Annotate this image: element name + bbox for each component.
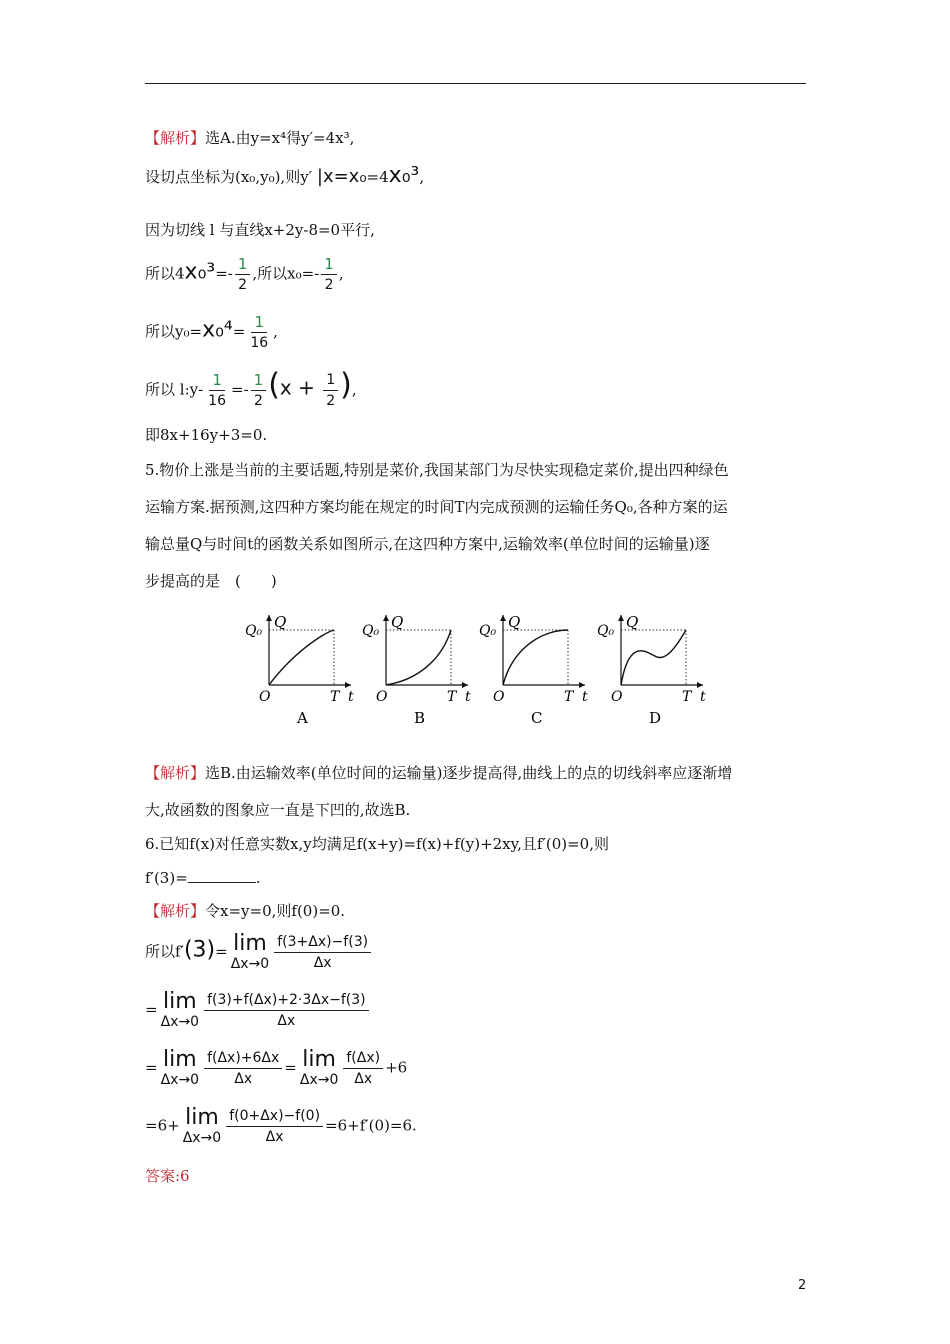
answer-line xyxy=(145,1166,190,1186)
q5-text-3: 输总量Q与时间t的函数关系如图所示,在这四种方案中,运输效率(单位时间的运输量)逐 xyxy=(145,535,710,553)
q6-text-2b: . xyxy=(255,869,261,887)
q-label: Q xyxy=(391,613,404,631)
p4-line-7 xyxy=(145,425,267,445)
x-plus: x + xyxy=(279,375,322,400)
graph-A xyxy=(245,613,354,727)
p4-text-2c: =4 xyxy=(366,168,389,186)
p4-text-6b: =- xyxy=(231,380,249,399)
q6-eq-3: = xyxy=(145,1058,158,1077)
p4-text-2e: , xyxy=(419,168,425,186)
p4-text-7: 即8x+16y+3=0. xyxy=(145,426,268,444)
page-number: 2 xyxy=(798,1278,807,1293)
q6-eq-5: =6+ xyxy=(145,1116,180,1135)
fraction-lim-1: $\frac{f(3+\Delta x)-f(3)}{\Delta x}$ xyxy=(274,932,371,973)
lim-1: lim Δx→0 xyxy=(230,930,270,972)
paren-open: ( xyxy=(268,367,280,403)
origin-label: O xyxy=(259,689,271,705)
t-label: t xyxy=(465,689,471,705)
fraction-lim-5: $\frac{f(0+\Delta x)-f(0)}{\Delta x}$ xyxy=(226,1106,323,1147)
curve xyxy=(386,630,451,685)
q5-answer-2: 大,故函数的图象应一直是下凹的,故选B. xyxy=(145,801,411,819)
p4-text-4e: , xyxy=(338,264,344,283)
p4-line-5 xyxy=(145,312,278,353)
x-arrow xyxy=(579,682,585,688)
q0-label: Q₀ xyxy=(597,623,615,639)
x-arrow xyxy=(697,682,703,688)
fraction-sixteenth-2: $\frac{1}{16}$ xyxy=(208,371,226,409)
q6-text-a2a: 所以f′ xyxy=(145,942,184,961)
p4-text-1: 选A.由y=x⁴得y′=4x³, xyxy=(205,129,355,147)
p4-line-2 xyxy=(145,163,425,188)
p4-line-3 xyxy=(145,220,375,240)
x-arrow xyxy=(345,682,351,688)
q5-answer-1: 选B.由运输效率(单位时间的运输量)逐步提高得,曲线上的点的切线斜率应逐渐增 xyxy=(205,764,733,782)
q5-line-1 xyxy=(145,460,729,480)
p4-text-3: 因为切线 l 与直线x+2y-8=0平行, xyxy=(145,221,375,239)
q-label: Q xyxy=(626,613,639,631)
t-cap-label: T xyxy=(564,689,574,705)
t-label: t xyxy=(348,689,354,705)
p4-line-6 xyxy=(145,367,357,411)
p4-line-4 xyxy=(145,254,344,295)
graph-C xyxy=(479,613,588,727)
p4-text-4d: ,所以x₀=- xyxy=(252,264,320,283)
answer-blank xyxy=(188,868,256,883)
option-label: B xyxy=(414,709,426,727)
graph-B xyxy=(362,613,471,727)
p4-text-4c: =- xyxy=(215,264,233,283)
paren-close: ) xyxy=(340,367,352,403)
x0-cubed-2: x₀³ xyxy=(184,259,216,285)
y-arrow xyxy=(618,615,624,621)
option-label: D xyxy=(649,709,662,727)
q6-line-1 xyxy=(145,834,609,854)
t-label: t xyxy=(700,689,706,705)
fraction-half: $\frac{1}{2}$ xyxy=(235,254,251,295)
q5-answer-line-2 xyxy=(145,800,410,820)
q6-answer-line-3 xyxy=(145,990,371,1031)
answer-text: 答案:6 xyxy=(145,1167,190,1185)
q6-eq-4: = xyxy=(284,1058,297,1077)
q0-label: Q₀ xyxy=(479,623,497,639)
q6-answer-line-1 xyxy=(145,901,345,921)
header-rule xyxy=(145,83,806,84)
q6-text-1: 6.已知f(x)对任意实数x,y均满足f(x+y)=f(x)+f(y)+2xy,且f′(0)=0,则 xyxy=(145,835,609,853)
y-arrow xyxy=(500,615,506,621)
p4-text-6a: 所以 l:y- xyxy=(145,380,204,399)
origin-label: O xyxy=(611,689,623,705)
fraction-half-3: $\frac{1}{2}$ xyxy=(251,370,267,411)
p4-text-4a: 所以4 xyxy=(145,264,185,283)
x-arrow xyxy=(462,682,468,688)
q6-answer-1: 令x=y=0,则f(0)=0. xyxy=(205,902,346,920)
t-label: t xyxy=(582,689,588,705)
x0-fourth: x₀⁴ xyxy=(202,317,233,343)
three-paren: (3) xyxy=(183,937,216,963)
q5-text-1: 5.物价上涨是当前的主要话题,特别是菜价,我国某部门为尽快实现稳定菜价,提出四种绿色 xyxy=(145,461,729,479)
q6-eq-1: = xyxy=(215,942,228,961)
q5-graphs xyxy=(245,605,715,730)
q0-label: Q₀ xyxy=(245,623,263,639)
lim-4: lim Δx→0 xyxy=(299,1046,339,1088)
y-arrow xyxy=(383,615,389,621)
t-cap-label: T xyxy=(682,689,692,705)
q6-text-2a: f′(3)= xyxy=(145,869,188,887)
fraction-lim-4: $\frac{f(\Delta x)}{\Delta x}$ xyxy=(343,1048,383,1089)
q5-text-2: 运输方案.据预测,这四种方案均能在规定的时间T内完成预测的运输任务Q₀,各种方案的运 xyxy=(145,498,728,516)
q6-line-2 xyxy=(145,868,261,888)
p4-text-5c: = xyxy=(232,322,246,341)
origin-label: O xyxy=(493,689,505,705)
graph-D xyxy=(597,613,706,727)
fraction-lim-2: $\frac{f(3)+f(\Delta x)+2\cdot 3\Delta x-f(3)}{\Delta x}$ xyxy=(204,990,369,1031)
q5-line-4 xyxy=(145,571,277,591)
lim-2: lim Δx→0 xyxy=(160,988,200,1030)
q6-plus-6: +6 xyxy=(385,1058,408,1077)
q0-label: Q₀ xyxy=(362,623,380,639)
lim-5: lim Δx→0 xyxy=(182,1104,222,1146)
q5-answer-line-1 xyxy=(145,763,732,783)
q-label: Q xyxy=(274,613,287,631)
fraction-sixteenth: $\frac{1}{16}$ xyxy=(250,313,269,351)
q6-answer-line-2 xyxy=(145,932,373,973)
q6-answer-line-5 xyxy=(145,1106,417,1147)
p4-line-1 xyxy=(145,128,354,148)
p4-text-2a: 设切点坐标为(x₀,y₀),则y′ xyxy=(145,168,313,186)
lim-3: lim Δx→0 xyxy=(160,1046,200,1088)
p4-text-5a: 所以y₀= xyxy=(145,322,203,341)
curve xyxy=(269,630,334,685)
t-cap-label: T xyxy=(330,689,340,705)
q6-answer-line-4 xyxy=(145,1048,407,1089)
curve xyxy=(621,630,686,685)
y-arrow xyxy=(266,615,272,621)
fraction-half-2: $\frac{1}{2}$ xyxy=(321,254,337,295)
fraction-lim-3: $\frac{f(\Delta x)+6\Delta x}{\Delta x}$ xyxy=(204,1048,282,1089)
q6-eq-2: = xyxy=(145,1000,158,1019)
q5-line-2 xyxy=(145,497,728,517)
p4-text-5d: , xyxy=(273,322,278,341)
origin-label: O xyxy=(376,689,388,705)
curve xyxy=(503,630,568,685)
t-cap-label: T xyxy=(447,689,457,705)
q6-text-a5b: =6+f′(0)=6. xyxy=(325,1116,417,1135)
option-label: A xyxy=(297,709,308,727)
analysis-tag: 【解析】 xyxy=(145,129,206,147)
analysis-tag-2: 【解析】 xyxy=(145,764,206,782)
eval-bar: |x=x₀ xyxy=(316,166,367,187)
q5-text-4: 步提高的是 ( ) xyxy=(145,572,277,590)
analysis-tag-3: 【解析】 xyxy=(145,902,206,920)
q-label: Q xyxy=(508,613,521,631)
fraction-half-4: $\frac{1}{2}$ xyxy=(323,370,338,411)
x0-cubed: x₀³ xyxy=(388,163,420,188)
option-label: C xyxy=(531,709,543,727)
q5-line-3 xyxy=(145,534,710,554)
p4-text-6f: , xyxy=(351,380,357,399)
